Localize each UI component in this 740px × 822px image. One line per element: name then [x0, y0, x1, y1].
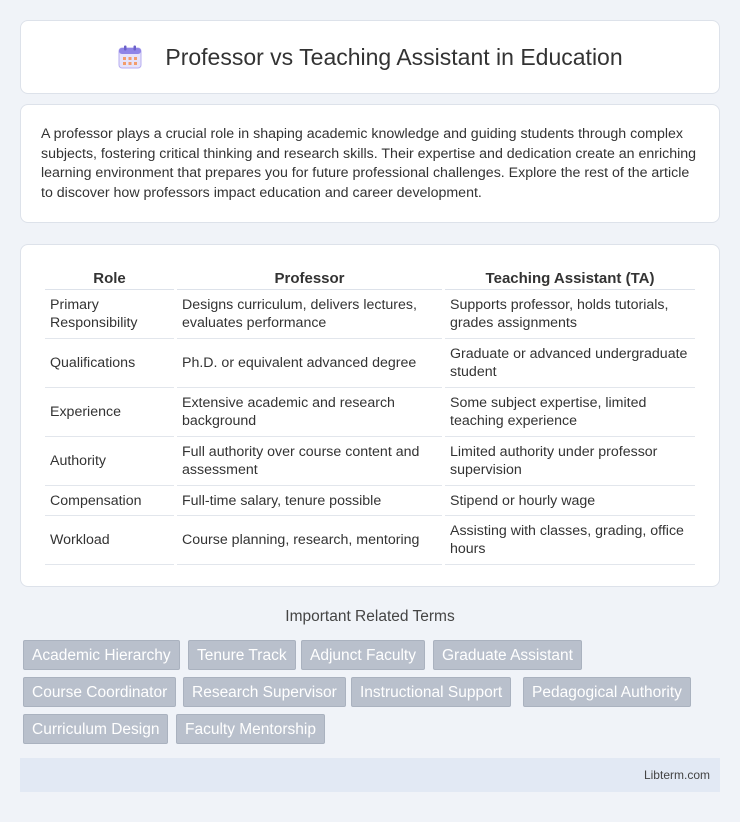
table-header-row [45, 265, 695, 290]
cell-ta: Limited authority under professor supervision [445, 437, 695, 486]
page-title: Professor vs Teaching Assistant in Education [165, 43, 623, 70]
header-role: Role [45, 265, 174, 290]
intro-card [20, 104, 720, 223]
cell-ta: Stipend or hourly wage [445, 486, 695, 516]
tag-research-supervisor[interactable]: Research Supervisor [183, 677, 346, 707]
tag-academic-hierarchy[interactable]: Academic Hierarchy [23, 640, 180, 670]
cell-role: Primary Responsibility [45, 290, 174, 339]
comparison-table [42, 265, 698, 565]
tag-faculty-mentorship[interactable]: Faculty Mentorship [176, 714, 325, 744]
table-row [45, 388, 695, 437]
table-row [45, 516, 695, 565]
cell-ta: Some subject expertise, limited teaching experience [445, 388, 695, 437]
tag-course-coordinator[interactable]: Course Coordinator [23, 677, 176, 707]
tag-instructional-support[interactable]: Instructional Support [351, 677, 511, 707]
tag-tenure-track[interactable]: Tenure Track [188, 640, 296, 670]
table-row [45, 339, 695, 388]
tag-adjunct-faculty[interactable]: Adjunct Faculty [301, 640, 425, 670]
footer [20, 758, 720, 792]
title-card [20, 20, 720, 94]
cell-ta: Graduate or advanced undergraduate student [445, 339, 695, 388]
table-row [45, 486, 695, 516]
cell-professor: Designs curriculum, delivers lectures, evaluates performance [177, 290, 442, 339]
header-professor: Professor [177, 265, 442, 290]
table-row [45, 290, 695, 339]
cell-role: Compensation [45, 486, 174, 516]
cell-role: Qualifications [45, 339, 174, 388]
cell-role: Authority [45, 437, 174, 486]
tag-graduate-assistant[interactable]: Graduate Assistant [433, 640, 582, 670]
cell-professor: Course planning, research, mentoring [177, 516, 442, 565]
intro-text: A professor plays a crucial role in shaping academic knowledge and guiding students through complex subjects, fostering critical thinking and research skills. Their expertise and dedication create an enriching learning environment that prepares you for future professional challenges. Explore the rest of the article to discover how professors impact education and career development. [41, 126, 697, 201]
cell-professor: Full authority over course content and assessment [177, 437, 442, 486]
cell-professor: Full-time salary, tenure possible [177, 486, 442, 516]
cell-ta: Assisting with classes, grading, office hours [445, 516, 695, 565]
cell-role: Experience [45, 388, 174, 437]
cell-professor: Extensive academic and research background [177, 388, 442, 437]
table-row [45, 437, 695, 486]
cell-professor: Ph.D. or equivalent advanced degree [177, 339, 442, 388]
comparison-card [20, 244, 720, 587]
calendar-icon [117, 44, 143, 70]
related-terms-title: Important Related Terms [285, 608, 455, 625]
tag-curriculum-design[interactable]: Curriculum Design [23, 714, 168, 744]
cell-role: Workload [45, 516, 174, 565]
tag-pedagogical-authority[interactable]: Pedagogical Authority [523, 677, 691, 707]
header-ta: Teaching Assistant (TA) [445, 265, 695, 290]
footer-site-link[interactable]: Libterm.com [643, 768, 710, 782]
cell-ta: Supports professor, holds tutorials, grades assignments [445, 290, 695, 339]
